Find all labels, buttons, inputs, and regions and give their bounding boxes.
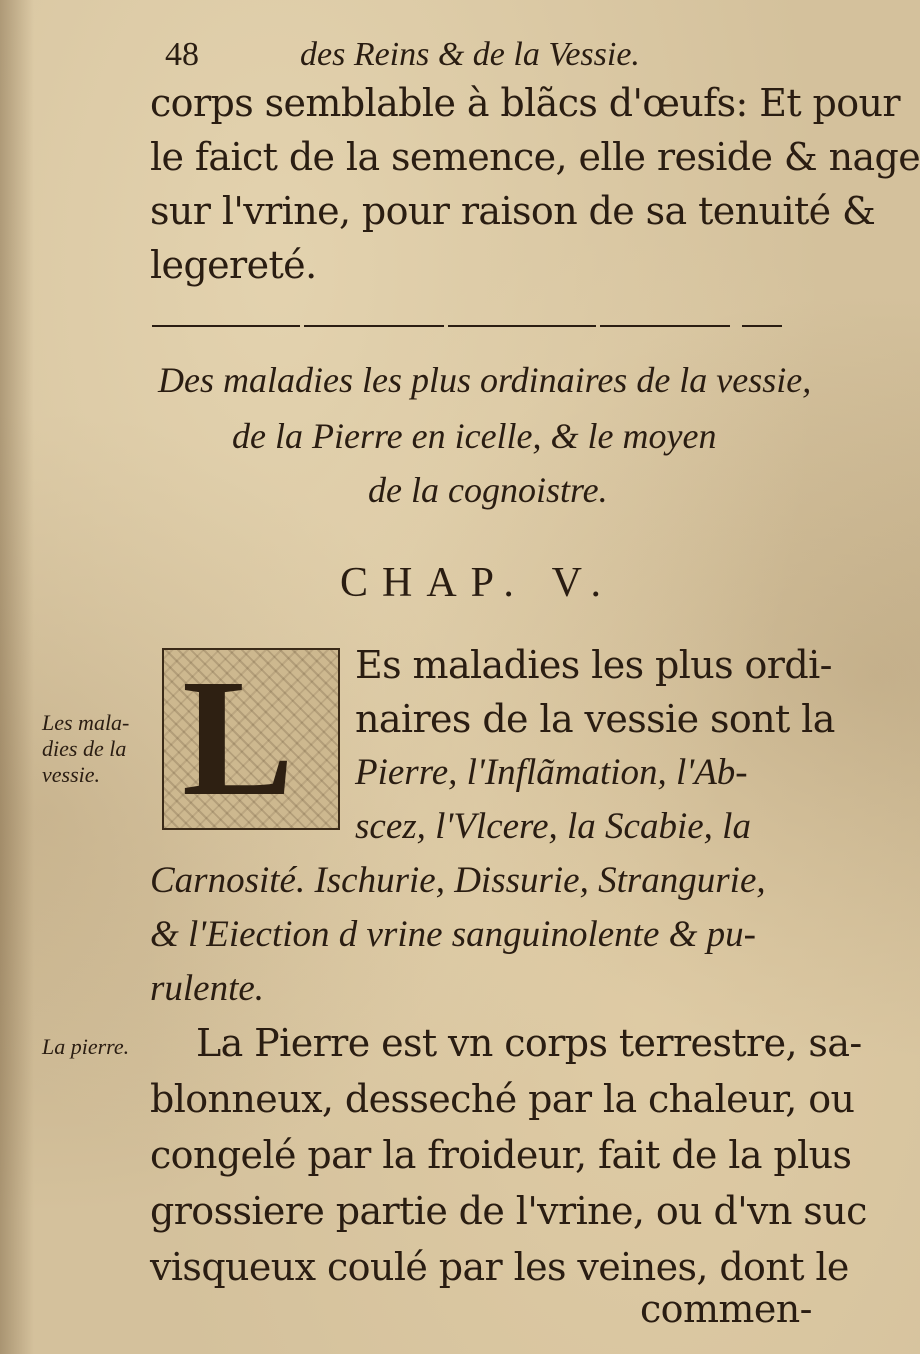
para2-line-5: visqueux coulé par les veines, dont le	[150, 1245, 849, 1289]
chapter-title-line-1: Des maladies les plus ordinaires de la vessie,	[158, 360, 812, 400]
para2-line-3: congelé par la froideur, fait de la plus	[150, 1133, 852, 1177]
para1-line-6: & l'Eiection d vrine sanguinolente & pu-	[150, 914, 756, 955]
chapter-title-line-2: de la Pierre en icelle, & le moyen	[232, 416, 717, 456]
para1-line-4: scez, l'Vlcere, la Scabie, la	[355, 806, 751, 847]
divider-rule	[742, 325, 782, 327]
chapter-title-line-3: de la cognoistre.	[368, 470, 608, 510]
page-number: 48	[165, 36, 199, 73]
running-title: des Reins & de la Vessie.	[300, 36, 640, 73]
margin-note-pierre: La pierre.	[42, 1034, 130, 1059]
divider-rule	[448, 325, 596, 327]
text-line-4: legereté.	[150, 243, 317, 287]
chapter-heading: CHAP. V.	[340, 560, 616, 606]
margin-note-line-3: vessie.	[42, 762, 101, 787]
text-line-1: corps semblable à blãcs d'œufs: Et pour	[150, 81, 900, 125]
text-line-2: le faict de la semence, elle reside & nage	[150, 135, 920, 179]
decorated-initial	[162, 645, 340, 831]
para1-line-1: Es maladies les plus ordi-	[355, 643, 832, 687]
binding-shadow	[0, 0, 34, 1354]
para2-line-2: blonneux, desseché par la chaleur, ou	[150, 1077, 855, 1121]
para2-line-4: grossiere partie de l'vrine, ou d'vn suc	[150, 1189, 867, 1233]
text-line-3: sur l'vrine, pour raison de sa tenuité &	[150, 189, 876, 233]
para1-line-7: rulente.	[150, 968, 265, 1009]
para2-line-1: La Pierre est vn corps terrestre, sa-	[196, 1021, 862, 1065]
initial-letter: L	[182, 645, 295, 831]
divider-rule	[600, 325, 730, 327]
divider-rule	[304, 325, 444, 327]
para1-line-3: Pierre, l'Inflãmation, l'Ab-	[355, 752, 748, 793]
margin-note-line-2: dies de la	[42, 736, 127, 761]
margin-note-line-1: Les mala-	[42, 710, 130, 735]
para1-line-2: naires de la vessie sont la	[355, 697, 835, 741]
para1-line-5: Carnosité. Ischurie, Dissurie, Strangurie,	[150, 860, 766, 901]
divider-rule	[152, 325, 300, 327]
catchword: commen-	[640, 1287, 812, 1331]
